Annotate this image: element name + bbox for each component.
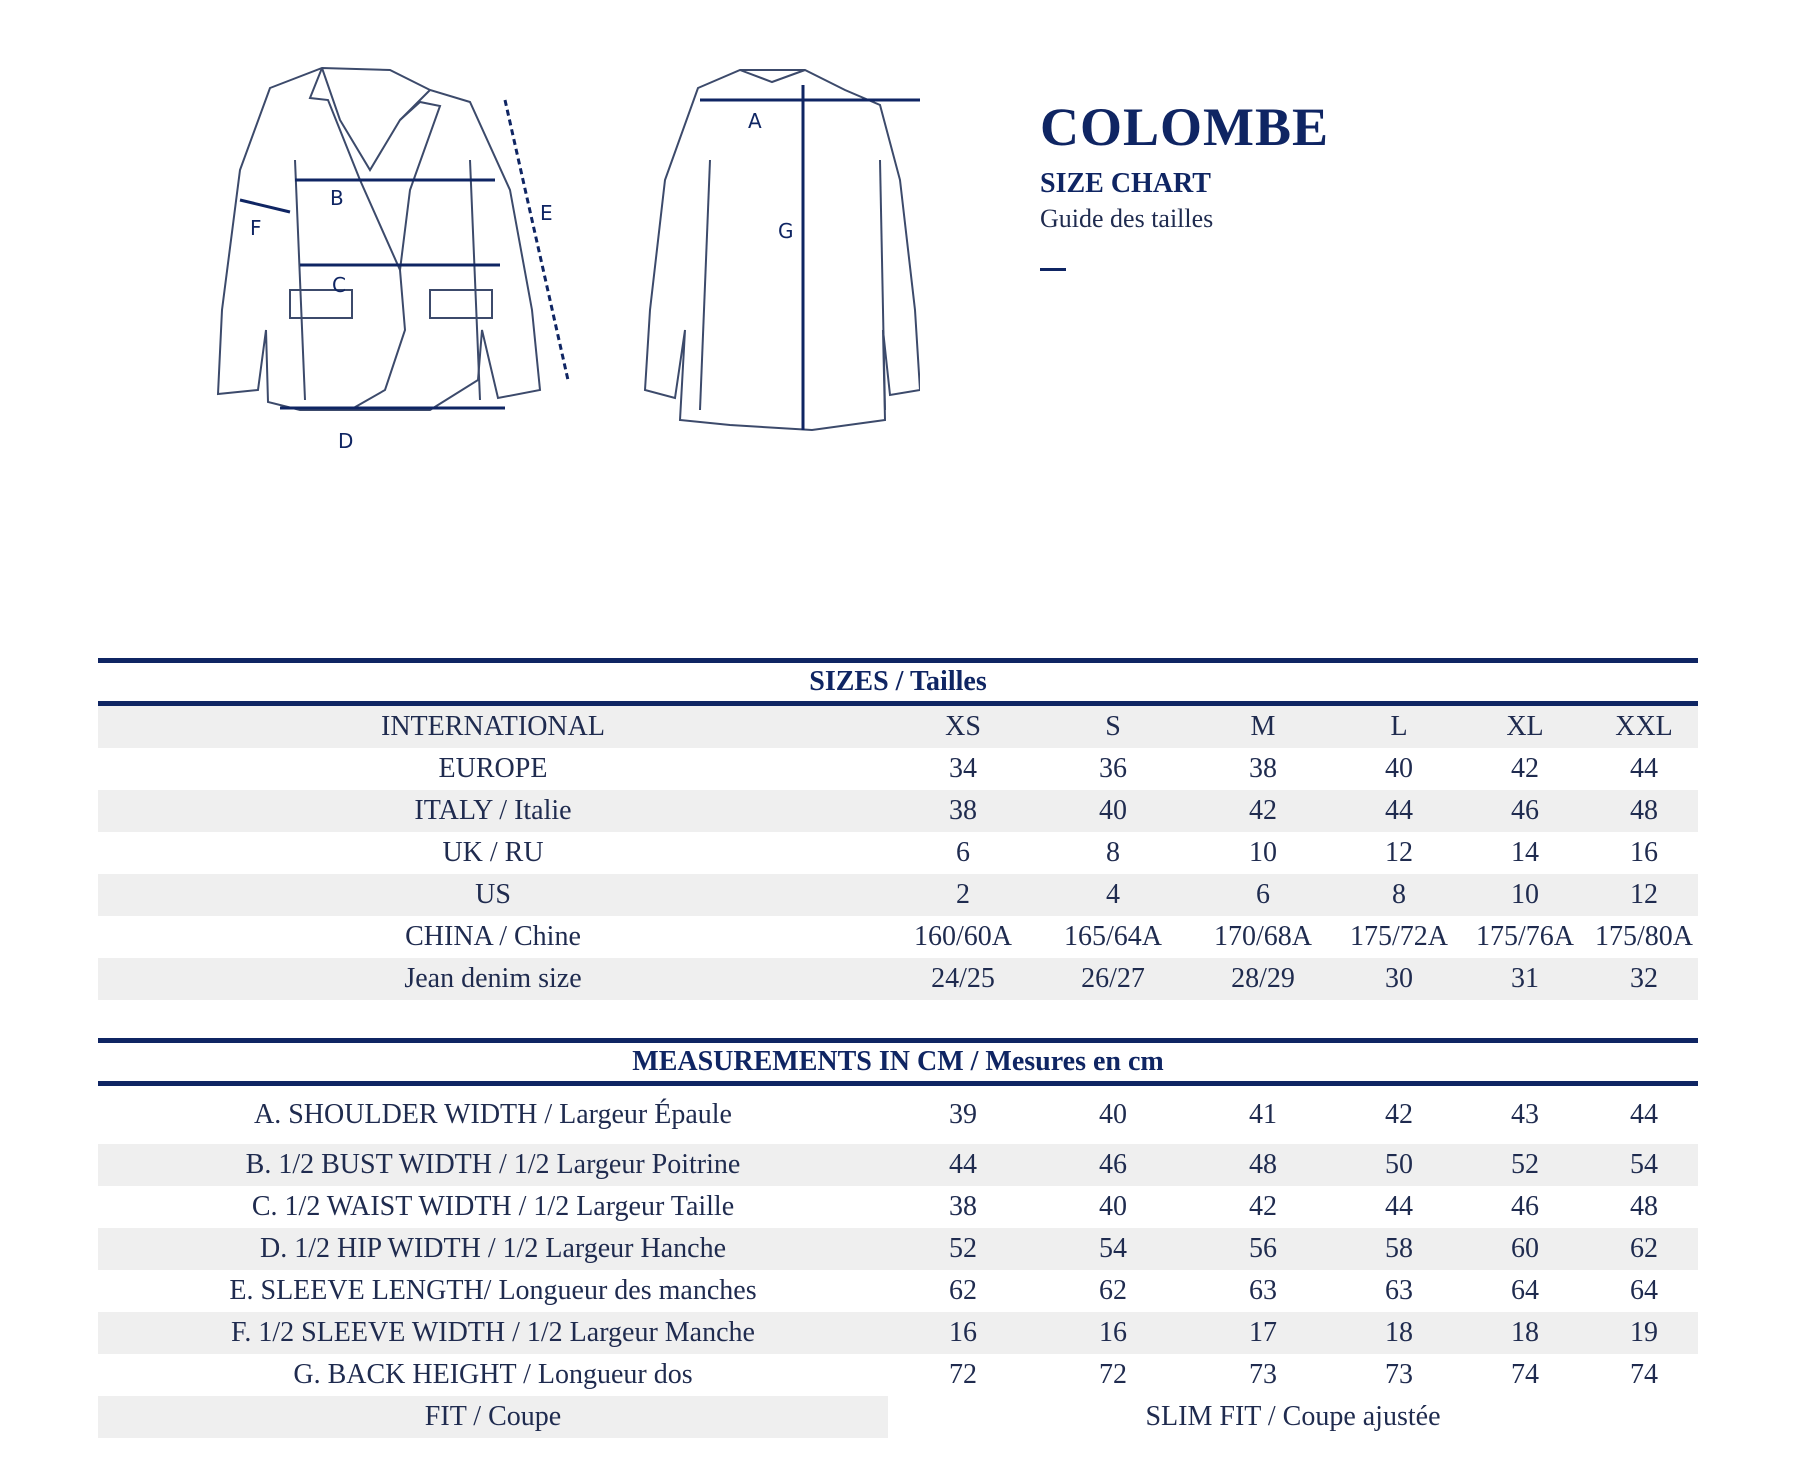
table-row (98, 1228, 1698, 1270)
cell: 26/27 (1081, 963, 1145, 994)
measurements-table (98, 1038, 1698, 1438)
cell: 46 (1511, 795, 1539, 826)
cell: 46 (1511, 1191, 1539, 1222)
front-side-seam-left (295, 160, 305, 400)
cell: 38 (1249, 753, 1277, 784)
cell: 39 (949, 1099, 977, 1130)
cell: 31 (1511, 963, 1539, 994)
cell: 42 (1249, 795, 1277, 826)
cell: 63 (1249, 1275, 1277, 1306)
table-row (98, 1144, 1698, 1186)
table-row (98, 874, 1698, 916)
table-row (98, 1086, 1698, 1144)
label-a: A (748, 109, 762, 133)
table-row (98, 790, 1698, 832)
table-row (98, 916, 1698, 958)
table-row (98, 1312, 1698, 1354)
cell: 19 (1630, 1317, 1658, 1348)
cell: 8 (1106, 837, 1120, 868)
label-e: E (540, 201, 553, 225)
row-label: B. 1/2 BUST WIDTH / 1/2 Largeur Poitrine (245, 1149, 741, 1180)
cell: 14 (1511, 837, 1539, 868)
cell: L (1390, 711, 1408, 742)
cell: 36 (1099, 753, 1127, 784)
cell: 64 (1630, 1275, 1658, 1306)
cell: 175/72A (1350, 921, 1448, 952)
brand-dash (1040, 268, 1066, 271)
cell: S (1105, 711, 1121, 742)
fit-value: SLIM FIT / Coupe ajustée (1145, 1401, 1441, 1432)
cell: 2 (956, 879, 970, 910)
fit-row (98, 1396, 1698, 1438)
cell: XL (1506, 711, 1544, 742)
label-d: D (338, 429, 354, 453)
cell: 175/76A (1476, 921, 1574, 952)
cell: 38 (949, 795, 977, 826)
measure-f-line (240, 200, 290, 212)
brand-header (1040, 97, 1330, 271)
row-label: EUROPE (438, 753, 548, 784)
cell: 62 (949, 1275, 977, 1306)
cell: 6 (1256, 879, 1270, 910)
table-row (98, 832, 1698, 874)
cell: 42 (1385, 1099, 1413, 1130)
measurements-title: MEASUREMENTS IN CM / Mesures en cm (632, 1046, 1164, 1077)
row-label: A. SHOULDER WIDTH / Largeur Épaule (254, 1099, 732, 1130)
cell: 54 (1099, 1233, 1127, 1264)
cell: 30 (1385, 963, 1413, 994)
row-label: US (475, 879, 511, 910)
cell: 17 (1249, 1317, 1277, 1348)
table-row (98, 958, 1698, 1000)
cell: 41 (1249, 1099, 1277, 1130)
row-label: ITALY / Italie (414, 795, 572, 826)
cell: 12 (1385, 837, 1413, 868)
cell: 10 (1511, 879, 1539, 910)
cell: 62 (1630, 1233, 1658, 1264)
label-g: G (778, 219, 794, 243)
cell: 54 (1630, 1149, 1658, 1180)
back-side-seam-left (700, 160, 710, 410)
front-pocket-right (430, 290, 492, 318)
label-b: B (330, 186, 344, 210)
cell: 18 (1385, 1317, 1413, 1348)
front-lapel-right (322, 68, 430, 170)
table-row (98, 748, 1698, 790)
size-chart-title: SIZE CHART (1040, 168, 1211, 199)
cell: 48 (1249, 1149, 1277, 1180)
cell: 44 (949, 1149, 977, 1180)
cell: 72 (1099, 1359, 1127, 1390)
cell: 74 (1630, 1359, 1658, 1390)
row-label: UK / RU (442, 837, 544, 868)
row-label: INTERNATIONAL (381, 711, 605, 742)
row-label: Jean denim size (404, 963, 582, 994)
cell: 73 (1385, 1359, 1413, 1390)
back-jacket-outline (645, 70, 920, 430)
cell: 58 (1385, 1233, 1413, 1264)
cell: 40 (1385, 753, 1413, 784)
table-row (98, 1270, 1698, 1312)
back-collar (740, 70, 805, 82)
jacket-diagram (100, 30, 920, 460)
jacket-sketch (100, 30, 920, 460)
cell: 40 (1099, 795, 1127, 826)
cell: 63 (1385, 1275, 1413, 1306)
measure-e-line (505, 100, 568, 380)
size-chart-subtitle-fr: Guide des tailles (1040, 204, 1214, 233)
cell: 32 (1630, 963, 1658, 994)
cell: 4 (1106, 879, 1120, 910)
cell: 43 (1511, 1099, 1539, 1130)
label-f: F (250, 216, 262, 240)
cell: 28/29 (1231, 963, 1295, 994)
cell: 52 (949, 1233, 977, 1264)
cell: 73 (1249, 1359, 1277, 1390)
front-lapel-notch (400, 102, 440, 270)
label-c: C (332, 273, 346, 297)
cell: 44 (1385, 795, 1413, 826)
cell: 44 (1385, 1191, 1413, 1222)
cell: 48 (1630, 1191, 1658, 1222)
cell: 42 (1249, 1191, 1277, 1222)
row-label: G. BACK HEIGHT / Longueur dos (293, 1359, 693, 1390)
cell: 16 (949, 1317, 977, 1348)
front-jacket-outline (218, 68, 540, 410)
cell: XXL (1615, 711, 1673, 742)
cell: 10 (1249, 837, 1277, 868)
cell: 62 (1099, 1275, 1127, 1306)
brand-title: COLOMBE (1040, 97, 1330, 157)
table-row (98, 1186, 1698, 1228)
row-label: E. SLEEVE LENGTH/ Longueur des manches (229, 1275, 757, 1306)
cell: 40 (1099, 1099, 1127, 1130)
cell: 72 (949, 1359, 977, 1390)
cell: 74 (1511, 1359, 1539, 1390)
cell: 44 (1630, 753, 1658, 784)
cell: XS (945, 711, 981, 742)
fit-label: FIT / Coupe (98, 1396, 888, 1438)
row-label: D. 1/2 HIP WIDTH / 1/2 Largeur Hanche (259, 1233, 727, 1264)
row-label: F. 1/2 SLEEVE WIDTH / 1/2 Largeur Manche (231, 1317, 755, 1348)
cell: 56 (1249, 1233, 1277, 1264)
sizes-table (98, 658, 1698, 1000)
back-side-seam-right (880, 160, 885, 410)
cell: 40 (1099, 1191, 1127, 1222)
front-lapel-left (310, 68, 405, 410)
sizes-title: SIZES / Tailles (809, 666, 987, 697)
cell: 46 (1099, 1149, 1127, 1180)
cell: M (1250, 711, 1276, 742)
row-label: C. 1/2 WAIST WIDTH / 1/2 Largeur Taille (251, 1191, 735, 1222)
cell: 64 (1511, 1275, 1539, 1306)
cell: 42 (1511, 753, 1539, 784)
table-row (98, 706, 1698, 748)
front-side-seam-right (470, 160, 480, 400)
cell: 165/64A (1064, 921, 1162, 952)
cell: 175/80A (1595, 921, 1693, 952)
cell: 52 (1511, 1149, 1539, 1180)
cell: 160/60A (914, 921, 1012, 952)
cell: 24/25 (931, 963, 995, 994)
table-row (98, 1354, 1698, 1396)
cell: 8 (1392, 879, 1406, 910)
cell: 50 (1385, 1149, 1413, 1180)
cell: 34 (949, 753, 977, 784)
cell: 48 (1630, 795, 1658, 826)
cell: 18 (1511, 1317, 1539, 1348)
cell: 12 (1630, 879, 1658, 910)
cell: 16 (1099, 1317, 1127, 1348)
row-label: CHINA / Chine (405, 921, 581, 952)
cell: 6 (956, 837, 970, 868)
cell: 16 (1630, 837, 1658, 868)
cell: 170/68A (1214, 921, 1312, 952)
cell: 60 (1511, 1233, 1539, 1264)
cell: 44 (1630, 1099, 1658, 1130)
cell: 38 (949, 1191, 977, 1222)
